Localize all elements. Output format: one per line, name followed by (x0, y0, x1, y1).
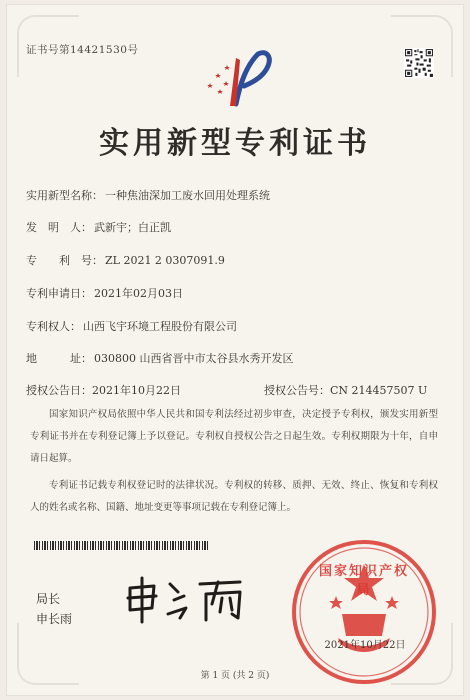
utility-model-name-label: 实用新型名称： (26, 189, 103, 202)
inventor-row (26, 219, 171, 235)
grant-date-field (26, 384, 181, 397)
grant-statement-paragraph: 国家知识产权局依照中华人民共和国专利法经过初步审查，决定授予专利权，颁发实用新型专利证书并在专利登记簿上予以登记。专利权自授权公告之日起生效。专利权期限为十年，自申请日起算。 (30, 409, 438, 464)
handwritten-signature (122, 574, 252, 626)
grant-date-value: 2021年10月22日 (92, 384, 181, 397)
seal-date: 2021年10月22日 (324, 640, 406, 651)
grant-no-value: CN 214457507 U (330, 384, 428, 397)
application-date-value: 2021年02月03日 (94, 287, 183, 300)
patent-no-label: 专 利 号： (26, 254, 103, 267)
application-date-row (26, 285, 183, 301)
page-indicator: 第 1 页 (共 2 页) (200, 671, 270, 681)
inventor-value: 武新宇；白正凯 (94, 221, 171, 234)
address-label: 地 址： (26, 352, 92, 365)
grant-no-label: 授权公告号： (264, 384, 330, 397)
grant-row (26, 382, 446, 398)
certificate-title: 实用新型专利证书 (99, 126, 371, 161)
cnipa-emblem-icon (196, 48, 274, 114)
patent-no-value: ZL 2021 2 0307091.9 (105, 254, 225, 267)
legal-status-paragraph: 专利证书记载专利权登记时的法律状况。专利权的转移、质押、无效、终止、恢复和专利权人的姓名或名称、国籍、地址变更等事项记载在专利登记簿上。 (30, 480, 438, 513)
patentee-label: 专利权人： (26, 320, 81, 333)
barcode (34, 541, 210, 550)
signatory-role: 局长 (36, 592, 61, 606)
utility-model-name-row (26, 187, 270, 203)
address-value: 030800 山西省晋中市太谷县水秀开发区 (94, 352, 294, 365)
grant-no-field (264, 382, 427, 398)
application-date-label: 专利申请日： (26, 287, 92, 300)
utility-model-name-value: 一种焦油深加工废水回用处理系统 (105, 189, 270, 202)
inventor-label: 发 明 人： (26, 221, 92, 234)
patent-no-row (26, 252, 225, 268)
address-row (26, 350, 294, 366)
seal-text: 国家知识产权局 (318, 564, 409, 598)
patentee-row (26, 318, 237, 334)
grant-date-label: 授权公告日： (26, 384, 92, 397)
qr-code-icon (404, 48, 434, 78)
signatory-name: 申长雨 (36, 612, 73, 626)
certificate-number: 证书号第14421530号 (26, 44, 139, 56)
patentee-value: 山西飞宇环境工程股份有限公司 (83, 320, 237, 333)
